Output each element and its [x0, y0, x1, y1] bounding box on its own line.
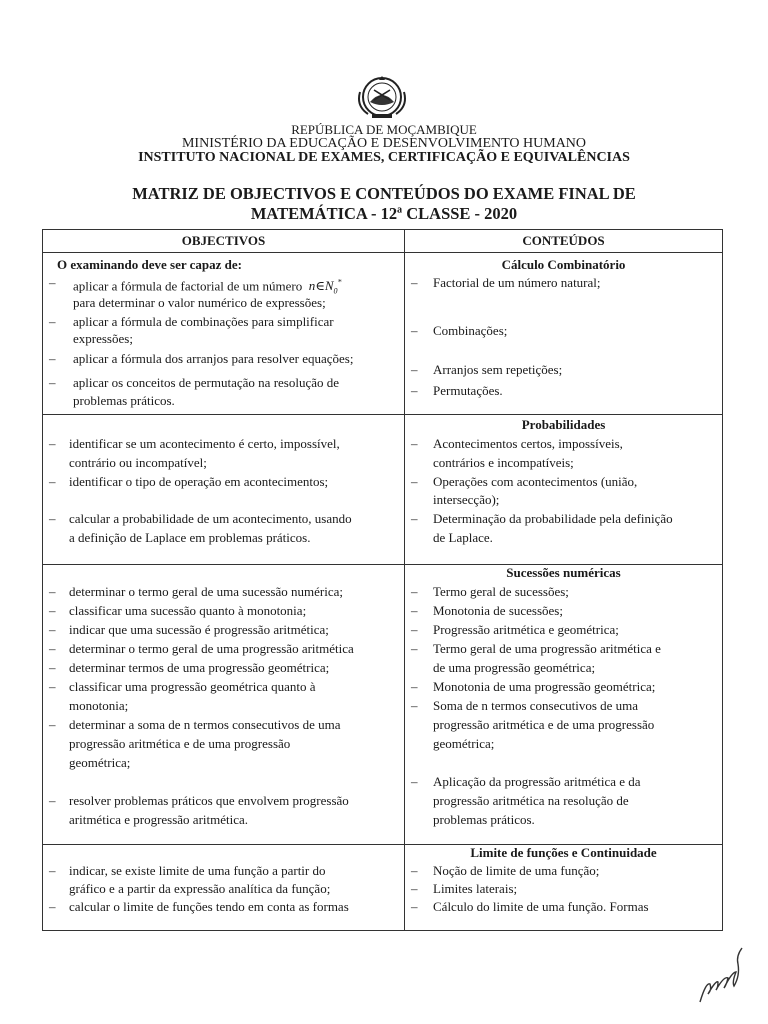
contents-cell	[405, 565, 723, 845]
content-text: geométrica;	[433, 736, 495, 751]
bullet-dash: –	[411, 584, 418, 599]
bullet-dash: –	[49, 679, 56, 694]
table-row	[43, 415, 723, 565]
content-text: Combinações;	[433, 323, 508, 338]
republic-heading: REPÚBLICA DE MOÇAMBIQUE	[291, 122, 477, 137]
section-title: Limite de funções e Continuidade	[470, 845, 657, 860]
content-text: Monotonia de sucessões;	[433, 603, 563, 618]
bullet-dash: –	[49, 351, 56, 366]
bullet-dash: –	[411, 899, 418, 914]
contents-cell	[405, 415, 723, 565]
bullet-dash: –	[49, 641, 56, 656]
contents-cell	[405, 845, 723, 931]
intro-text: O examinando deve ser capaz de:	[57, 257, 242, 272]
content-text: Acontecimentos certos, impossíveis,	[433, 436, 623, 451]
mozambique-emblem-icon	[352, 70, 412, 120]
content-text: Factorial de um número natural;	[433, 275, 601, 290]
objectives-cell	[43, 415, 405, 565]
bullet-dash: –	[49, 436, 56, 451]
content-text: Permutações.	[433, 383, 503, 398]
content-text: problemas práticos.	[433, 812, 535, 827]
content-text: Monotonia de uma progressão geométrica;	[433, 679, 656, 694]
contents-column-header: CONTEÚDOS	[405, 230, 723, 253]
objective-text: progressão aritmética e de uma progressão	[69, 736, 291, 751]
content-text: intersecção);	[433, 492, 500, 507]
objective-text: determinar o termo geral de uma sucessão numérica;	[69, 584, 343, 599]
objective-text: gráfico e a partir da expressão analítica da função;	[69, 881, 331, 896]
objective-text: calcular a probabilidade de um acontecimento, usando	[69, 511, 352, 526]
institute-heading: INSTITUTO NACIONAL DE EXAMES, CERTIFICAÇÃO E EQUIVALÊNCIAS	[138, 150, 630, 165]
objective-text: para determinar o valor numérico de expressões;	[73, 295, 326, 310]
bullet-dash: –	[411, 641, 418, 656]
bullet-dash: –	[411, 323, 418, 338]
content-text: Termo geral de uma progressão aritmética e	[433, 641, 661, 656]
bullet-dash: –	[49, 314, 56, 329]
objective-text: expressões;	[73, 331, 133, 346]
objective-text: indicar, se existe limite de uma função a partir do	[69, 863, 326, 878]
objective-text: determinar o termo geral de uma progressão aritmética	[69, 641, 354, 656]
content-text: Termo geral de sucessões;	[433, 584, 569, 599]
bullet-dash: –	[49, 603, 56, 618]
objective-text: geométrica;	[69, 755, 131, 770]
objective-text: classificar uma progressão geométrica quanto à	[69, 679, 316, 694]
content-text: Aplicação da progressão aritmética e da	[433, 774, 641, 789]
objectives-cell	[43, 253, 405, 415]
bullet-dash: –	[49, 584, 56, 599]
table-row	[43, 253, 723, 415]
objective-text: classificar uma sucessão quanto à monotonia;	[69, 603, 307, 618]
section-title: Sucessões numéricas	[506, 565, 621, 580]
objective-text: indicar que uma sucessão é progressão aritmética;	[69, 622, 329, 637]
content-text: Soma de n termos consecutivos de uma	[433, 698, 639, 713]
bullet-dash: –	[411, 383, 418, 398]
content-text: Cálculo do limite de uma função. Formas	[433, 899, 649, 914]
bullet-dash: –	[49, 622, 56, 637]
content-text: contrários e incompatíveis;	[433, 455, 574, 470]
bullet-dash: –	[411, 511, 418, 526]
content-text: Limites laterais;	[433, 881, 518, 896]
bullet-dash: –	[411, 622, 418, 637]
objectives-cell	[43, 565, 405, 845]
bullet-dash: –	[411, 881, 418, 896]
content-text: de uma progressão geométrica;	[433, 660, 596, 675]
bullet-dash: –	[49, 275, 56, 290]
ministry-heading: MINISTÉRIO DA EDUCAÇÃO E DESENVOLVIMENTO HUMANO	[181, 136, 587, 151]
content-text: Arranjos sem repetições;	[433, 362, 563, 377]
section-title: Cálculo Combinatório	[501, 257, 626, 272]
objective-text: identificar se um acontecimento é certo, impossível,	[69, 436, 340, 451]
table-row	[43, 845, 723, 931]
objective-text: aplicar a fórmula dos arranjos para resolver equações;	[73, 351, 354, 366]
objective-text: monotonia;	[69, 698, 129, 713]
content-text: progressão aritmética na resolução de	[433, 793, 629, 808]
contents-cell	[405, 253, 723, 415]
bullet-dash: –	[411, 698, 418, 713]
bullet-dash: –	[49, 474, 56, 489]
content-text: Operações com acontecimentos (união,	[433, 474, 638, 489]
section-title: Probabilidades	[521, 417, 606, 432]
bullet-dash: –	[49, 717, 56, 732]
content-text: Determinação da probabilidade pela definição	[433, 511, 673, 526]
bullet-dash: –	[411, 275, 418, 290]
content-text: Noção de limite de uma função;	[433, 863, 600, 878]
bullet-dash: –	[411, 679, 418, 694]
content-text: de Laplace.	[433, 530, 493, 545]
objective-text: resolver problemas práticos que envolvem progressão	[69, 793, 349, 808]
content-text: progressão aritmética e de uma progressão	[433, 717, 655, 732]
objective-text: calcular o limite de funções tendo em conta as formas	[69, 899, 349, 914]
bullet-dash: –	[411, 863, 418, 878]
objectives-cell	[43, 845, 405, 931]
objective-text: aritmética e progressão aritmética.	[69, 812, 249, 827]
objective-text: aplicar os conceitos de permutação na resolução de	[73, 375, 340, 390]
bullet-dash: –	[411, 774, 418, 789]
objective-text: determinar termos de uma progressão geométrica;	[69, 660, 330, 675]
content-text: Progressão aritmética e geométrica;	[433, 622, 619, 637]
bullet-dash: –	[49, 863, 56, 878]
bullet-dash: –	[49, 511, 56, 526]
bullet-dash: –	[411, 603, 418, 618]
objective-text: determinar a soma de n termos consecutivos de uma	[69, 717, 341, 732]
document-title-line2: MATEMÁTICA - 12ª CLASSE - 2020	[250, 204, 518, 223]
objective-text: aplicar a fórmula de factorial de um número $n\in N_0^*$	[73, 278, 342, 296]
bullet-dash: –	[49, 793, 56, 808]
bullet-dash: –	[411, 436, 418, 451]
bullet-dash: –	[411, 474, 418, 489]
bullet-dash: –	[49, 660, 56, 675]
objective-text: aplicar a fórmula de combinações para simplificar	[73, 314, 334, 329]
bullet-dash: –	[411, 362, 418, 377]
document-title-line1: MATRIZ DE OBJECTIVOS E CONTEÚDOS DO EXAME FINAL DE	[132, 184, 636, 203]
objective-text: identificar o tipo de operação em acontecimentos;	[69, 474, 329, 489]
objective-text: problemas práticos.	[73, 393, 175, 408]
objective-text: a definição de Laplace em problemas práticos.	[69, 530, 311, 545]
objective-text: contrário ou incompatível;	[69, 455, 207, 470]
table-row	[43, 565, 723, 845]
objectives-contents-table	[42, 229, 723, 931]
objectives-column-header: OBJECTIVOS	[43, 230, 405, 253]
bullet-dash: –	[49, 899, 56, 914]
bullet-dash: –	[49, 375, 56, 390]
table-header-row	[43, 230, 723, 253]
handwritten-signature-icon	[690, 940, 750, 1010]
